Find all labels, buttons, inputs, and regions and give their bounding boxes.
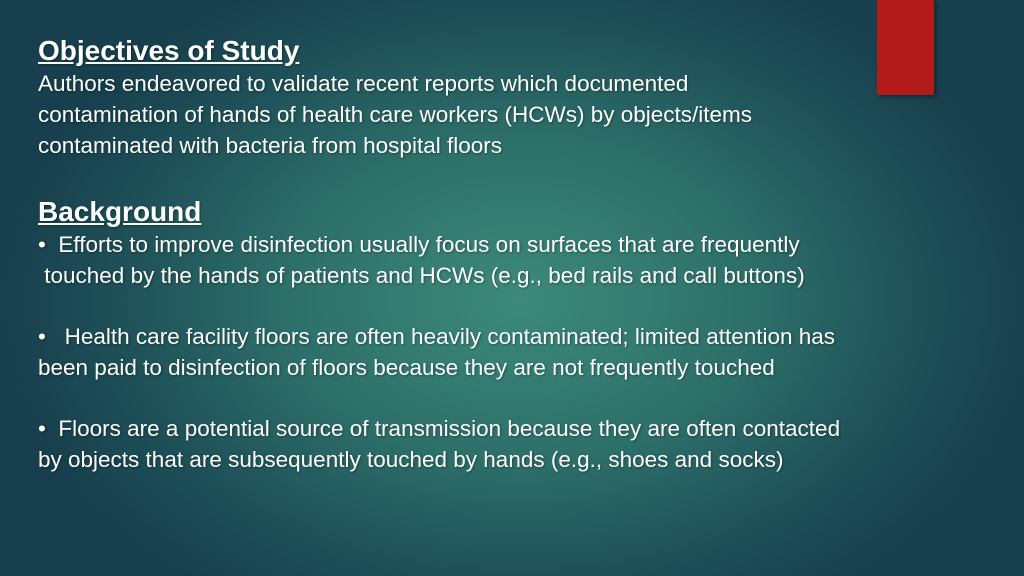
bullet-2-line-2: been paid to disinfection of floors because they are not frequently touched xyxy=(38,355,775,380)
bullet-3-line-1: • Floors are a potential source of transmission because they are often contacted xyxy=(38,416,841,441)
bullet-1-line-2: touched by the hands of patients and HCWs (e.g., bed rails and call buttons) xyxy=(38,263,805,288)
objectives-line-2: contamination of hands of health care workers (HCWs) by objects/items xyxy=(38,102,753,127)
objectives-heading: Objectives of Study xyxy=(38,35,300,66)
bullet-marker: • xyxy=(38,324,46,349)
bullet-3-line-2: by objects that are subsequently touched by hands (e.g., shoes and socks) xyxy=(38,447,784,472)
bullet-marker: • xyxy=(38,416,46,441)
objectives-line-3: contaminated with bacteria from hospital floors xyxy=(38,133,502,158)
slide-content xyxy=(38,34,978,475)
bullet-2-line-1: • Health care facility floors are often heavily contaminated; limited attention has xyxy=(38,324,836,349)
objectives-line-1: Authors endeavored to validate recent reports which documented xyxy=(38,71,689,96)
bullet-1-line-1: • Efforts to improve disinfection usually focus on surfaces that are frequently xyxy=(38,232,800,257)
bullet-marker: • xyxy=(38,232,46,257)
background-heading: Background xyxy=(38,196,202,227)
